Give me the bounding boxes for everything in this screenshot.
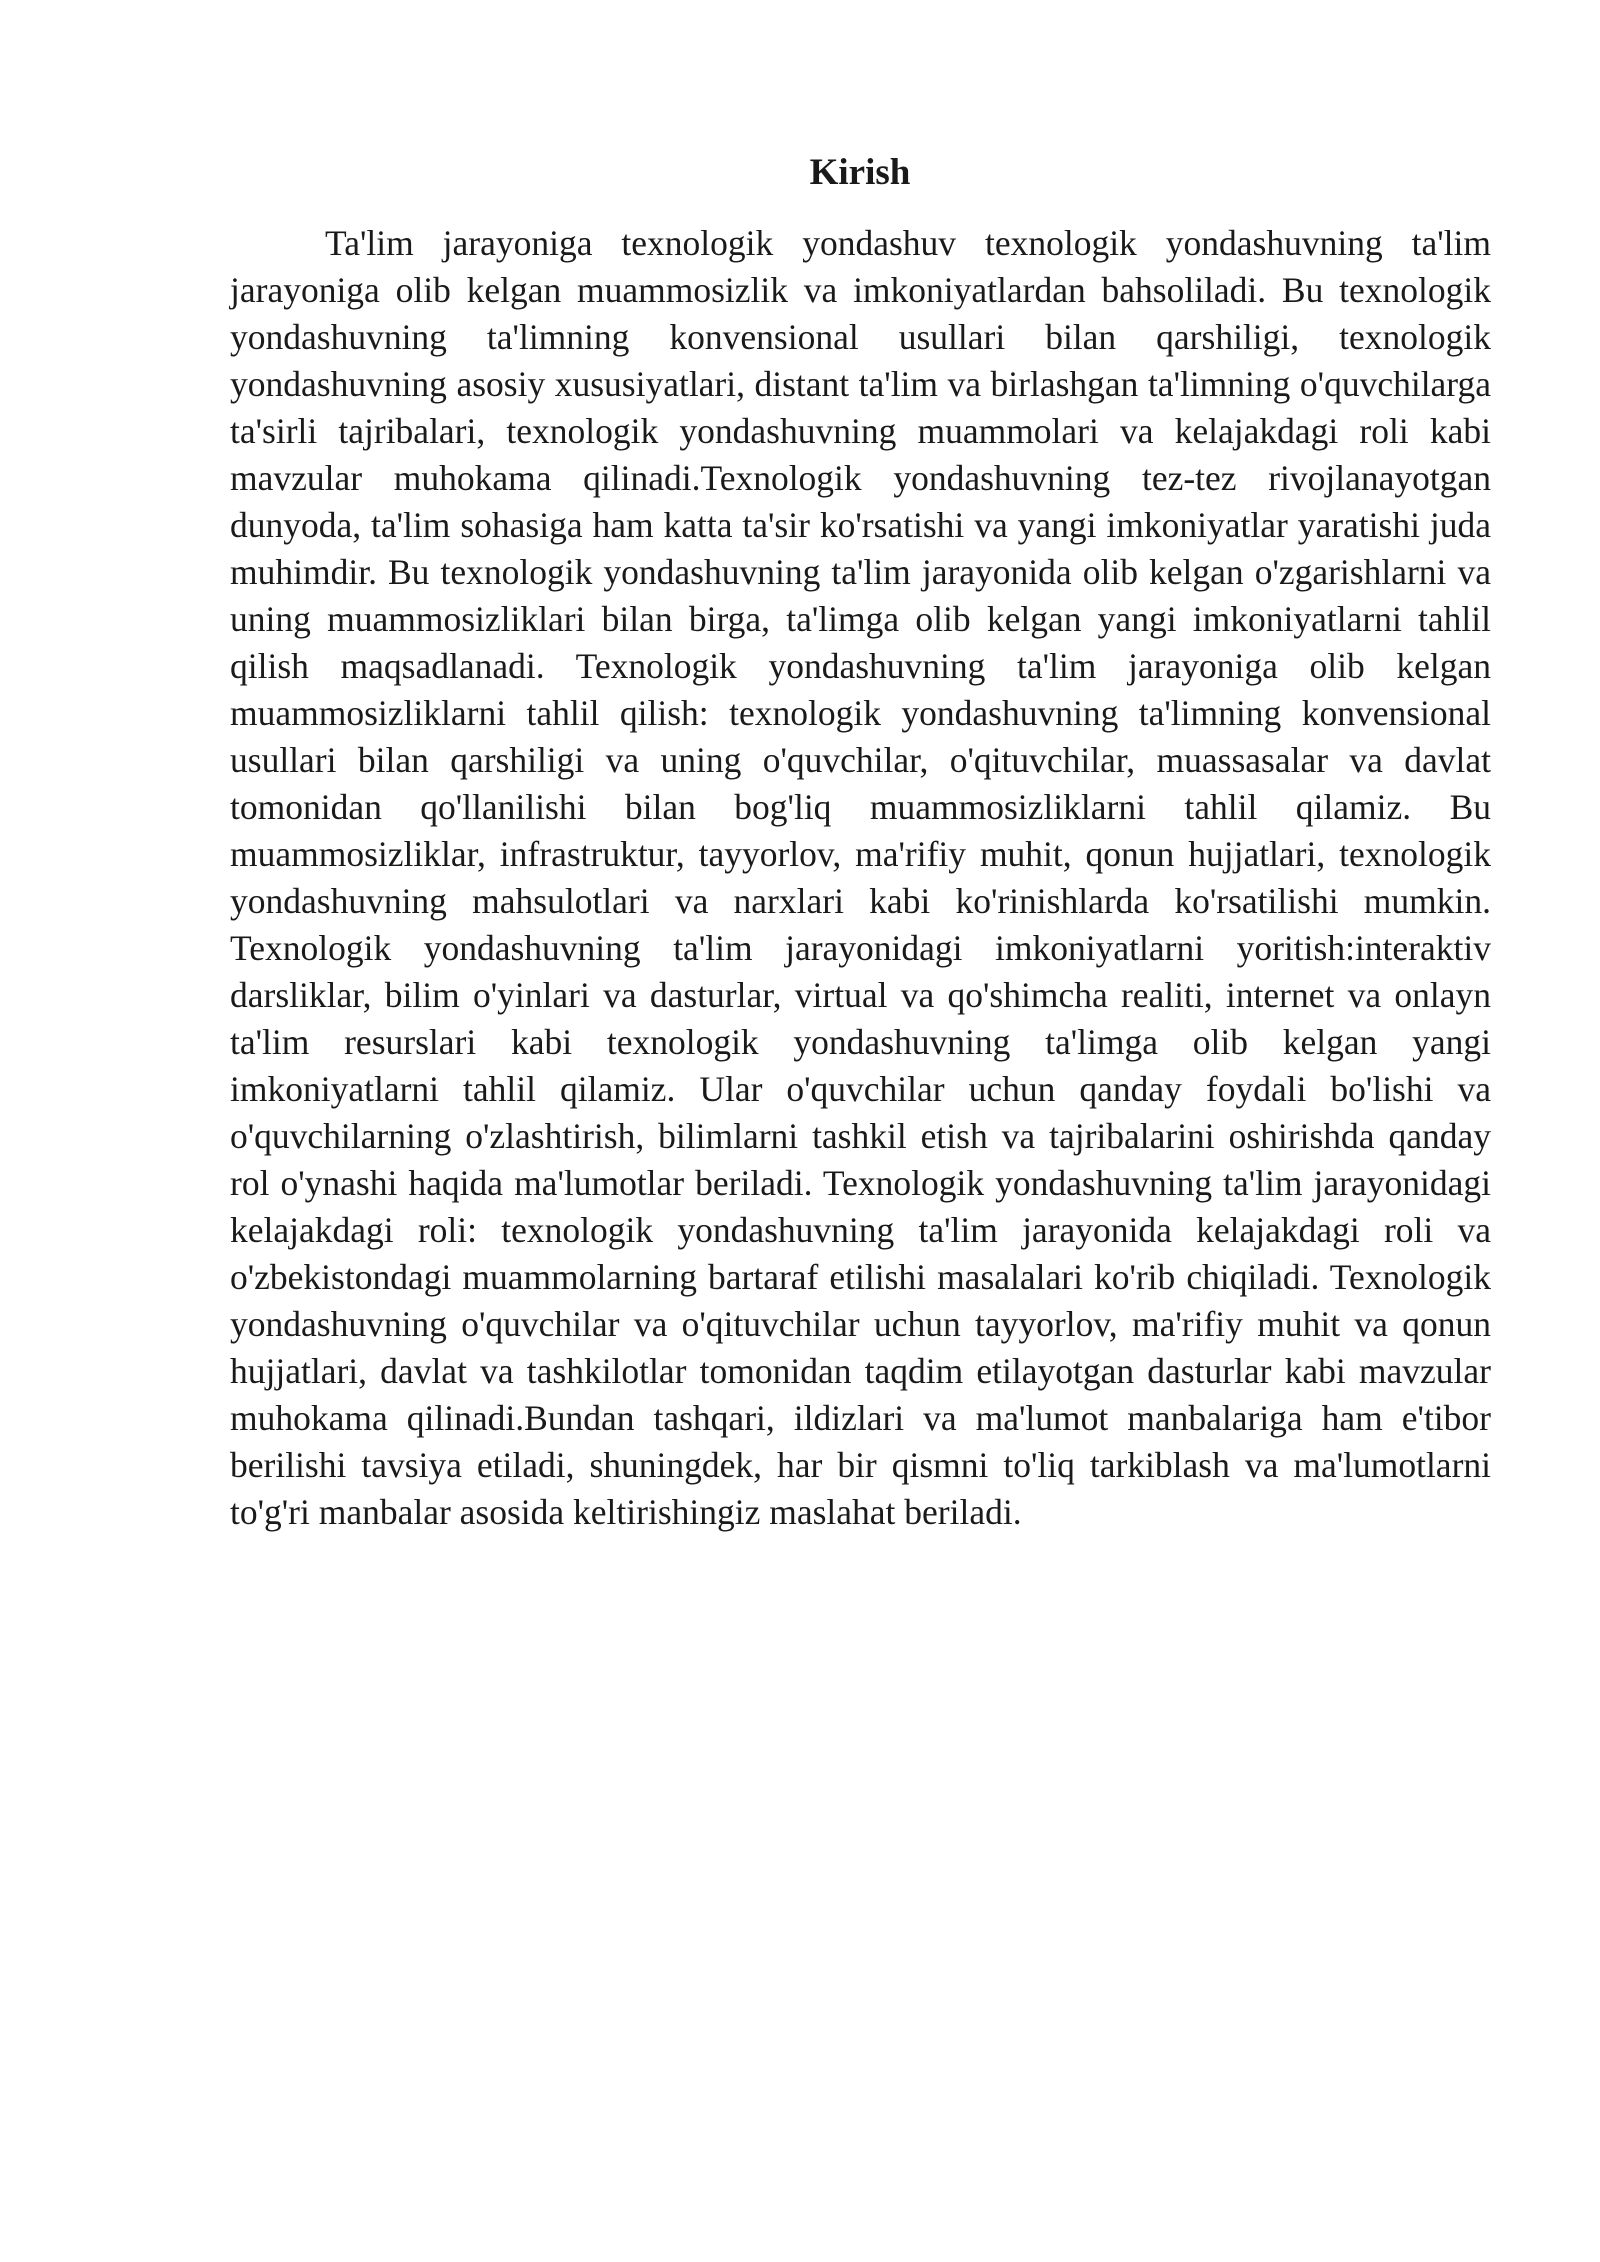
page-title: Kirish (809, 152, 911, 193)
body-paragraph: Ta'lim jarayoniga texnologik yondashuv texnologik yondashuvning ta'lim jarayoniga olib kelgan muammosizlik va imkoniyatlardan bahsoliladi. Bu texnologik yondashuvning ta'limning konvensional usullari bilan qarshiligi, texnologik yondashuvning asosiy xususiyatlari, distant ta'lim va birlashgan ta'limning o'quvchilarga ta'sirli tajribalari, texnologik yondashuvning muammolari va kelajakdagi roli kabi mavzular muhokama qilinadi.Texnologik yondashuvning tez-tez rivojlanayotgan dunyoda, ta'lim sohasiga ham katta ta'sir ko'rsatishi va yangi imkoniyatlar yaratishi juda muhimdir. Bu texnologik yondashuvning ta'lim jarayonida olib kelgan o'zgarishlarni va uning muammosizliklari bilan birga, ta'limga olib kelgan yangi imkoniyatlarni tahlil qilish maqsadlanadi. Texnologik yondashuvning ta'lim jarayoniga olib kelgan muammosizliklarni tahlil qilish: texnologik yondashuvning ta'limning konvensional usullari bilan qarshiligi va uning o'quvchilar, o'qituvchilar, muassasalar va davlat tomonidan qo'llanilishi bilan bog'liq muammosizliklarni tahlil qilamiz. Bu muammosizliklar, infrastruktur, tayyorlov, ma'rifiy muhit, qonun hujjatlari, texnologik yondashuvning mahsulotlari va narxlari kabi ko'rinishlarda ko'rsatilishi mumkin. Texnologik yondashuvning ta'lim jarayonidagi imkoniyatlarni yoritish:interaktiv darsliklar, bilim o'yinlari va dasturlar, virtual va qo'shimcha realiti, internet va onlayn ta'lim resurslari kabi texnologik yondashuvning ta'limga olib kelgan yangi imkoniyatlarni tahlil qilamiz. Ular o'quvchilar uchun qanday foydali bo'lishi va o'quvchilarning o'zlashtirish, bilimlarni tashkil etish va tajribalarini oshirishda qanday rol o'ynashi haqida ma'lumotlar beriladi. Texnologik yondashuvning ta'lim jarayonidagi kelajakdagi roli: texnologik yondashuvning ta'lim jarayonida kelajakdagi roli va o'zbekistondagi muammolarning bartaraf etilishi masalalari ko'rib chiqiladi. Texnologik yondashuvning o'quvchilar va o'qituvchilar uchun tayyorlov, ma'rifiy muhit va qonun hujjatlari, davlat va tashkilotlar tomonidan taqdim etilayotgan dasturlar kabi mavzular muhokama qilinadi.Bundan tashqari, ildizlari va ma'lumot manbalariga ham e'tibor berilishi tavsiya etiladi, shuningdek, har bir qismni to'liq tarkiblash va ma'lumotlarni to'g'ri manbalar asosida keltirishingiz maslahat beriladi. (230, 223, 1491, 1532)
